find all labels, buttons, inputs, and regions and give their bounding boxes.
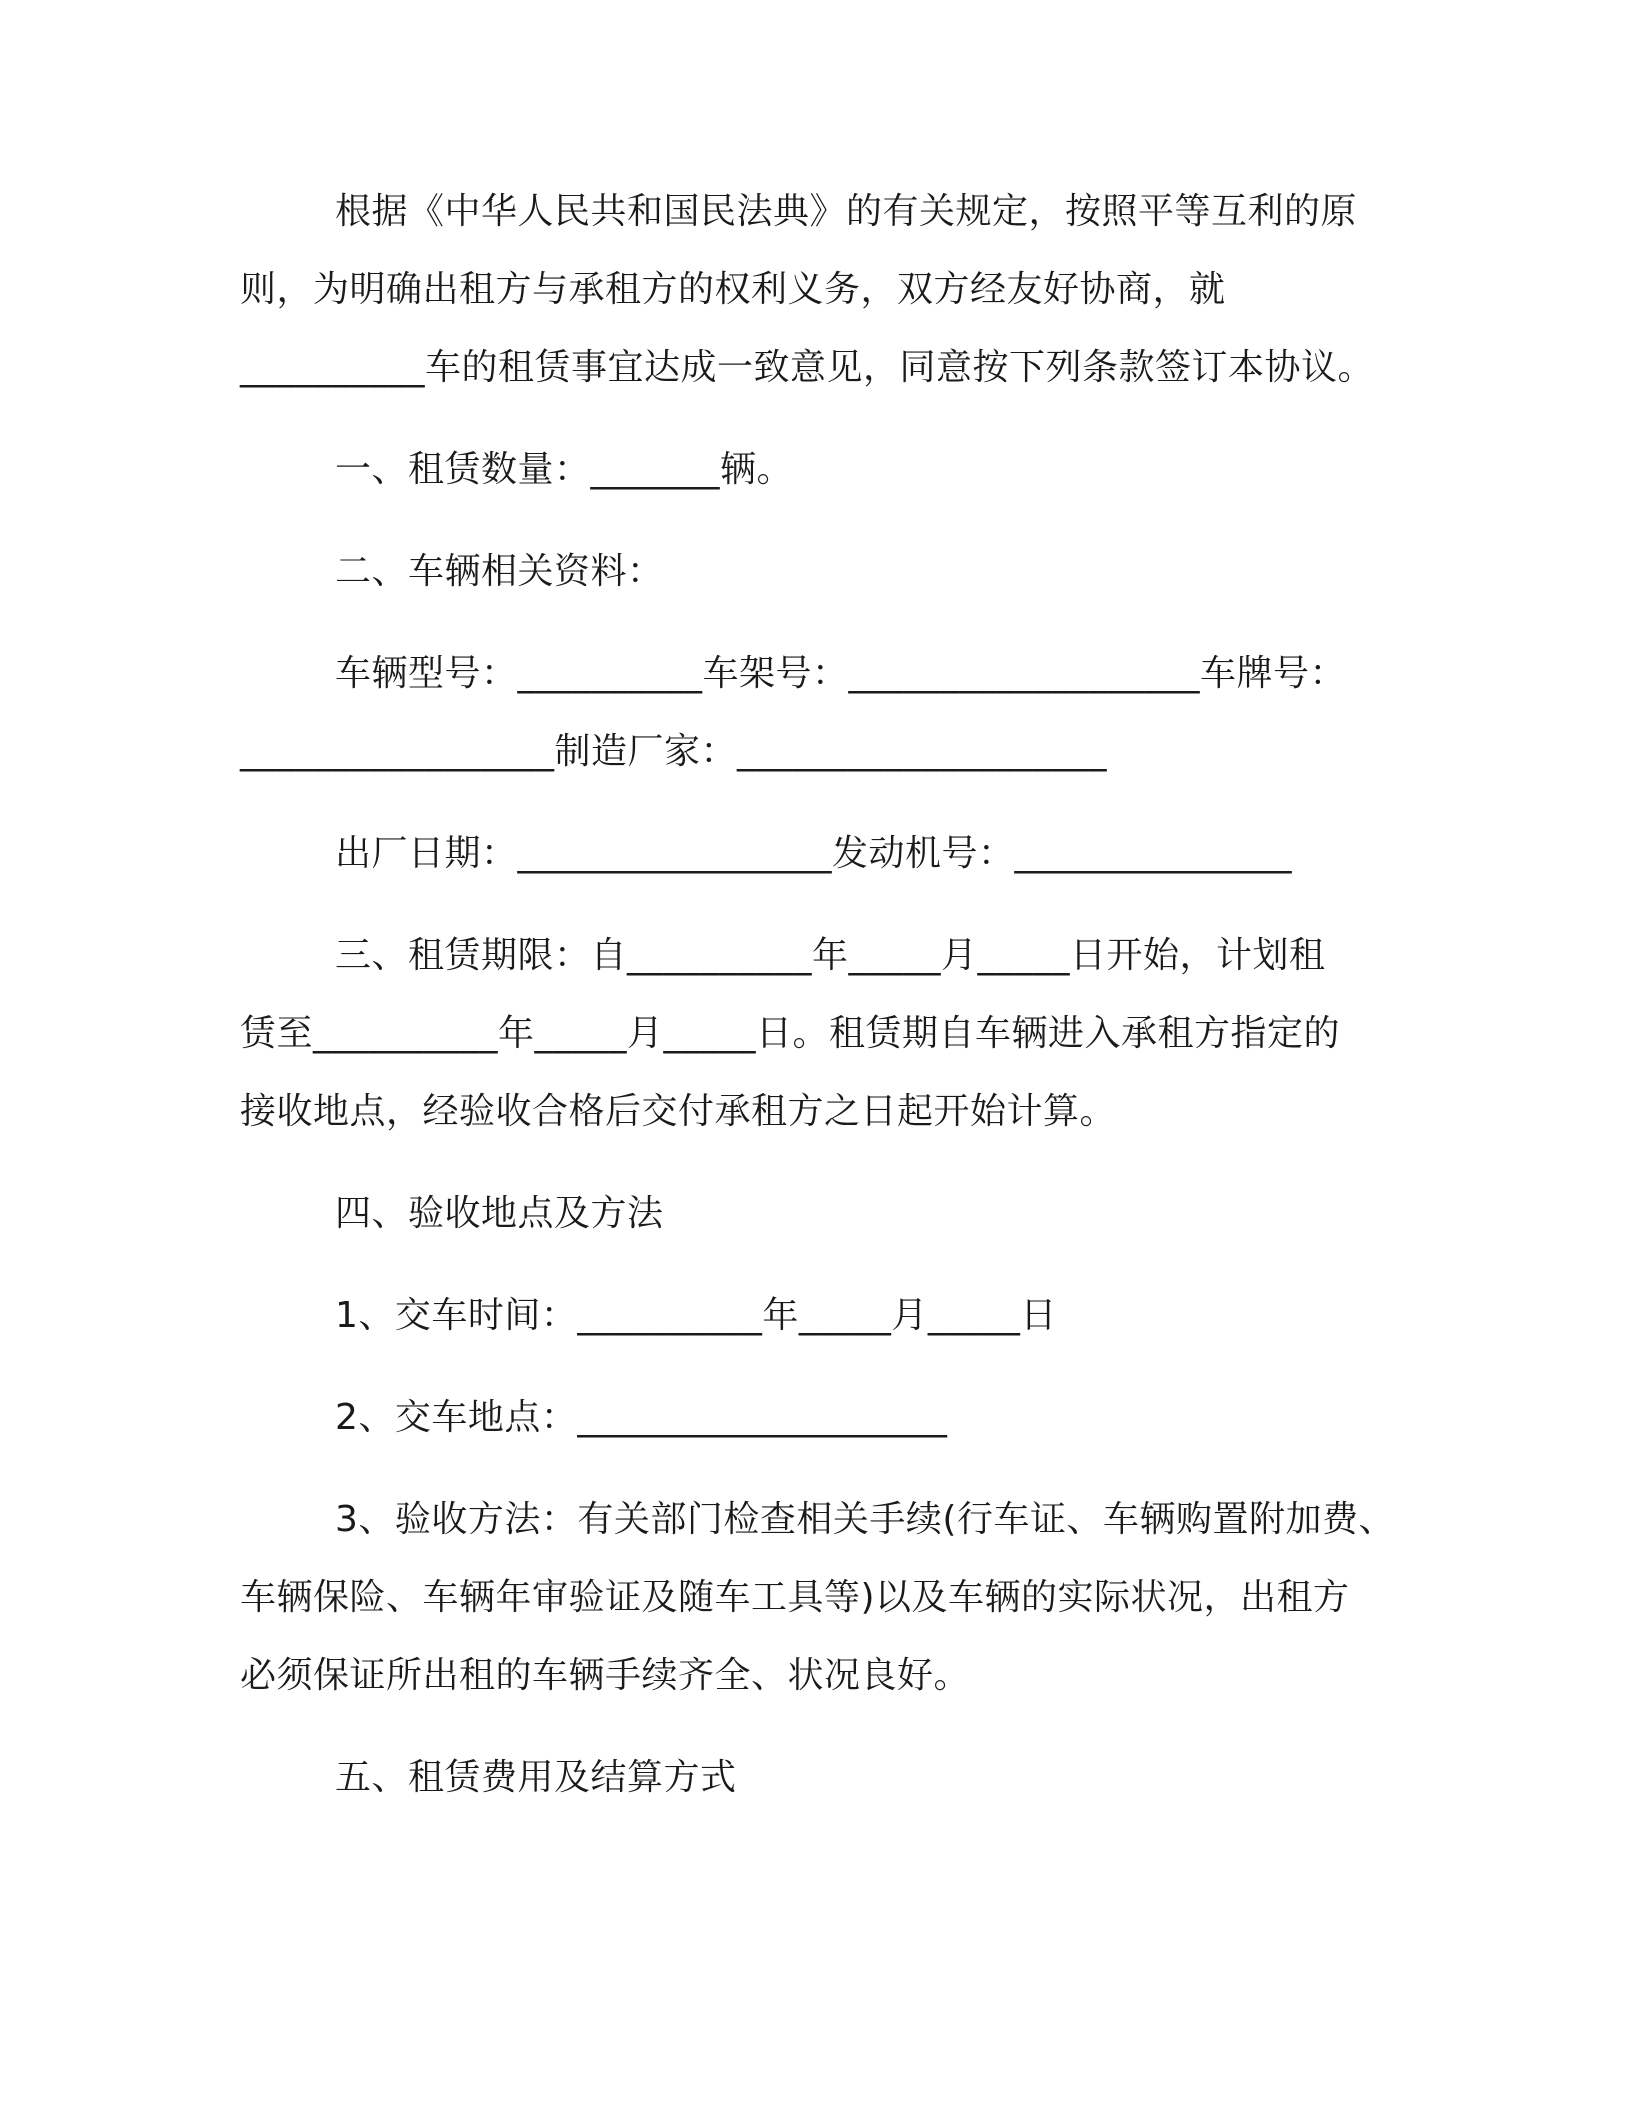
section-4-heading: 四、验收地点及方法: [335, 1193, 664, 1234]
inspection-line-1: 3、验收方法：有关部门检查相关手续(行车证、车辆购置附加费、: [335, 1499, 1395, 1540]
inspection-line-3: 必须保证所出租的车辆手续齐全、状况良好。: [240, 1655, 971, 1696]
preamble-line-1: 根据《中华人民共和国民法典》的有关规定，按照平等互利的原: [335, 191, 1358, 232]
vehicle-info-line-3: 出厂日期：_________________发动机号：_______________: [335, 833, 1293, 874]
preamble-line-2: 则，为明确出租方与承租方的权利义务，双方经友好协商，就: [240, 269, 1226, 310]
vehicle-info-line-1: 车辆型号：__________车架号：___________________车牌号：: [335, 653, 1347, 694]
vehicle-info-line-2: _________________制造厂家：____________________: [240, 731, 1108, 772]
section-3-line-1: 三、租赁期限：自__________年_____月_____日开始，计划租: [335, 935, 1326, 976]
section-3-line-2: 赁至__________年_____月_____日。租赁期自车辆进入承租方指定的: [240, 1013, 1341, 1054]
section-2-heading: 二、车辆相关资料：: [335, 551, 664, 592]
inspection-line-2: 车辆保险、车辆年审验证及随车工具等)以及车辆的实际状况，出租方: [240, 1577, 1350, 1618]
delivery-time: 1、交车时间：__________年_____月_____日: [335, 1295, 1057, 1336]
section-1-quantity: 一、租赁数量：_______辆。: [335, 449, 794, 490]
delivery-location: 2、交车地点：____________________: [335, 1397, 948, 1438]
section-3-line-3: 接收地点，经验收合格后交付承租方之日起开始计算。: [240, 1091, 1117, 1132]
preamble-line-3: __________车的租赁事宜达成一致意见，同意按下列条款签订本协议。: [240, 347, 1375, 388]
section-5-heading: 五、租赁费用及结算方式: [335, 1757, 737, 1798]
